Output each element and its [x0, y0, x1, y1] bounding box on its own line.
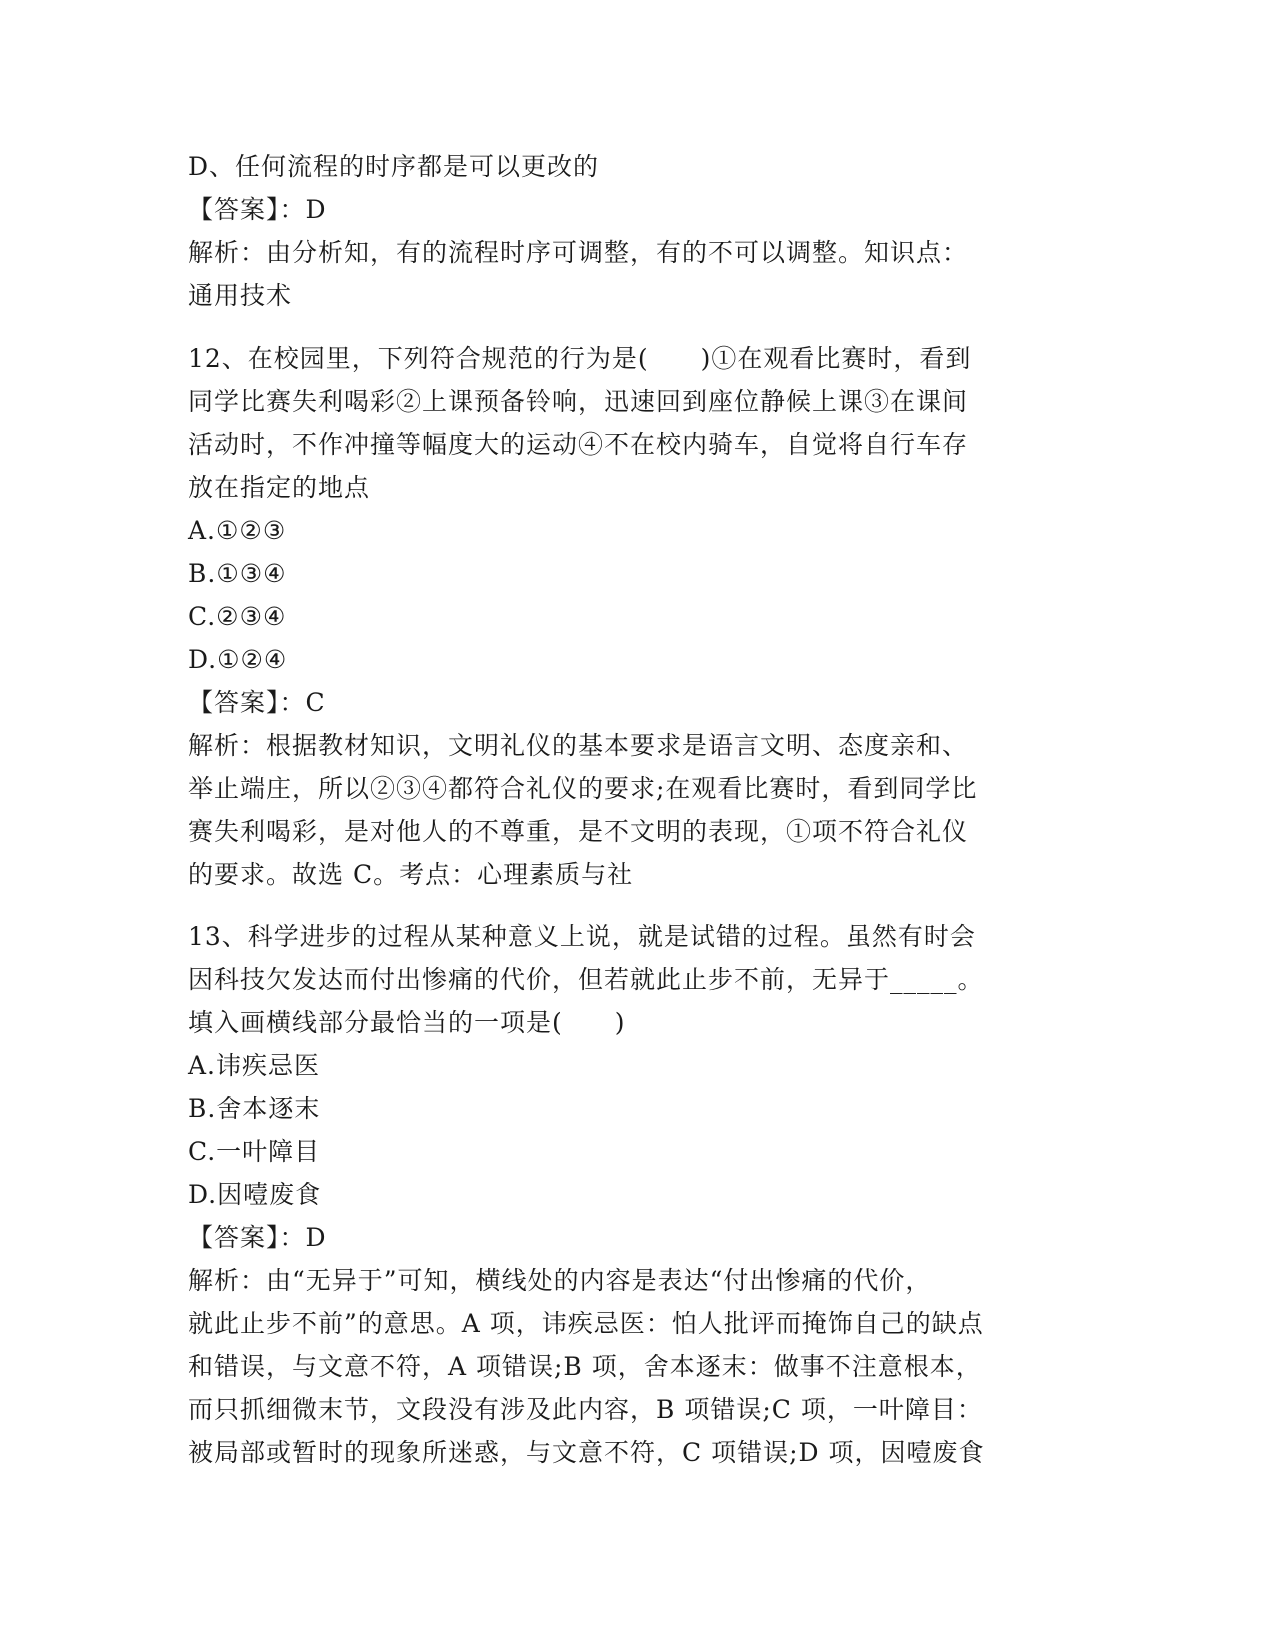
q13-question-line: 填入画横线部分最恰当的一项是( ): [188, 1008, 626, 1037]
q12-analysis-line: 解析：根据教材知识，文明礼仪的基本要求是语言文明、态度亲和、: [188, 731, 969, 760]
q13-question-line: 因科技欠发达而付出惨痛的代价，但若就此止步不前，无异于_____。: [188, 965, 984, 994]
q13-option-d: D.因噎废食: [188, 1180, 322, 1209]
q13-option-c: C.一叶障目: [188, 1137, 321, 1166]
q11-option-d: D、任何流程的时序都是可以更改的: [188, 152, 600, 181]
q11-answer: 【答案】：D: [188, 195, 327, 224]
q12-question-line: 活动时，不作冲撞等幅度大的运动④不在校内骑车，自觉将自行车存: [188, 430, 969, 459]
q12-answer: 【答案】：C: [188, 688, 326, 717]
q13-analysis-line: 和错误，与文意不符，A 项错误;B 项，舍本逐末：做事不注意根本，: [188, 1352, 982, 1381]
q12-option-d: D.①②④: [188, 645, 288, 674]
q11-analysis-line: 解析：由分析知，有的流程时序可调整，有的不可以调整。知识点：: [188, 238, 969, 267]
q12-option-c: C.②③④: [188, 602, 287, 631]
q13-analysis-line: 解析：由“无异于”可知，横线处的内容是表达“付出惨痛的代价，: [188, 1266, 932, 1295]
q11-analysis-line: 通用技术: [188, 281, 293, 310]
q12-analysis-line: 赛失利喝彩，是对他人的不尊重，是不文明的表现，①项不符合礼仪: [188, 817, 969, 846]
q12-question-line: 放在指定的地点: [188, 473, 371, 502]
q13-analysis-line: 就此止步不前”的意思。A 项，讳疾忌医：怕人批评而掩饰自己的缺点: [188, 1309, 984, 1338]
q12-analysis-line: 举止端庄，所以②③④都符合礼仪的要求;在观看比赛时，看到同学比: [188, 774, 978, 803]
q13-option-a: A.讳疾忌医: [188, 1051, 321, 1080]
q12-option-b: B.①③④: [188, 559, 287, 588]
q12-question-line: 同学比赛失利喝彩②上课预备铃响，迅速回到座位静候上课③在课间: [188, 387, 969, 416]
q13-question-line: 13、科学进步的过程从某种意义上说，就是试错的过程。虽然有时会: [188, 922, 976, 951]
q12-option-a: A.①②③: [188, 516, 287, 545]
q12-analysis-line: 的要求。故选 C。考点：心理素质与社: [188, 860, 634, 889]
q13-option-b: B.舍本逐末: [188, 1094, 321, 1123]
q13-analysis-line: 被局部或暂时的现象所迷惑，与文意不符，C 项错误;D 项，因噎废食: [188, 1438, 985, 1467]
q13-answer: 【答案】：D: [188, 1223, 327, 1252]
q13-analysis-line: 而只抓细微末节，文段没有涉及此内容，B 项错误;C 项，一叶障目：: [188, 1395, 983, 1424]
q12-question-line: 12、在校园里，下列符合规范的行为是( )①在观看比赛时，看到: [188, 344, 972, 373]
